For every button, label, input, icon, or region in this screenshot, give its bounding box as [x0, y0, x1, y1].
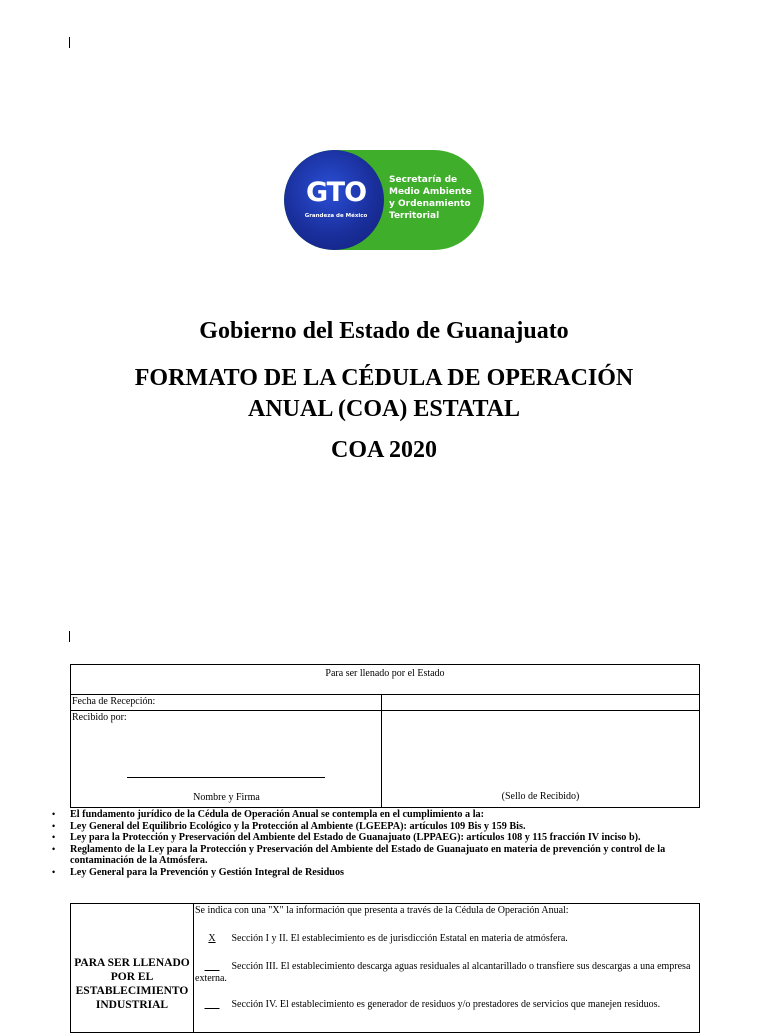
option-section-4[interactable] [195, 999, 699, 1011]
option-mark[interactable]: ​ [204, 999, 220, 1010]
logo-brand: GTO [305, 177, 367, 208]
establishment-table [70, 903, 700, 1033]
list-item: • Ley para la Protección y Preservación del Ambiente del Estado de Guanajuato (LPPAEG): artículos 108 y 115 fracción IV inciso b). [52, 832, 702, 844]
option-text: Sección I y II. El establecimiento es de jurisdicción Estatal en materia de atmósfera. [231, 933, 568, 944]
receipt-stamp-label: (Sello de Recibido) [501, 791, 580, 802]
reception-date-label: Fecha de Recepción: [71, 695, 382, 711]
logo-line: y Ordenamiento [389, 199, 471, 209]
document-title [0, 363, 768, 425]
logo-secretaria-text [389, 174, 481, 222]
list-item: • Reglamento de la Ley para la Protección y Preservación del Ambiente del Estado de Guanajuato en materia de prevención y control de la contaminación de la Atmósfera. [52, 844, 702, 867]
logo-line: Medio Ambiente [389, 187, 472, 197]
legal-basis-list [52, 809, 702, 878]
option-mark[interactable]: ​ [204, 961, 220, 972]
list-item: • Ley General para la Prevención y Gestión Integral de Residuos [52, 867, 702, 879]
edition-title: COA 2020 [330, 437, 437, 463]
signature-line [127, 777, 325, 778]
received-by-label: Recibido por: [72, 712, 127, 723]
list-item: • El fundamento jurídico de la Cédula de Operación Anual se contempla en el cumplimiento a la: [52, 809, 702, 821]
option-text: Sección IV. El establecimiento es generador de residuos y/o prestadores de servicios que manejen residuos. [231, 999, 661, 1010]
logo-line: Secretaría de [389, 175, 458, 185]
options-intro: Se indica con una "X" la información que presenta a través de la Cédula de Operación Anual: [195, 905, 569, 916]
signature-label: Nombre y Firma [193, 792, 260, 803]
reception-date-field[interactable] [382, 695, 699, 711]
receipt-stamp-cell[interactable] [382, 711, 699, 807]
secretaria-logo [284, 150, 484, 250]
received-by-cell[interactable] [71, 711, 382, 807]
document-title-line2: ANUAL (COA) ESTATAL [247, 396, 521, 422]
government-title: Gobierno del Estado de Guanajuato [199, 318, 569, 344]
option-section-3[interactable] [195, 961, 699, 985]
logo-tagline: Grandeza de México [304, 213, 368, 219]
option-section-1-2[interactable] [195, 933, 699, 945]
state-use-header: Para ser llenado por el Estado [71, 665, 699, 695]
establishment-label-cell [71, 904, 194, 1032]
state-use-table [70, 664, 700, 808]
logo-line: Territorial [389, 211, 440, 221]
option-mark[interactable]: X [208, 933, 216, 944]
list-item: • Ley General del Equilibrio Ecológico y la Protección al Ambiente (LGEEPA): artículos 109 Bis y 159 Bis. [52, 821, 702, 833]
text-cursor [69, 631, 70, 642]
document-title-line1: FORMATO DE LA CÉDULA DE OPERACIÓN [134, 365, 634, 391]
establishment-label: PARA SER LLENADO POR EL ESTABLECIMIENTO INDUSTRIAL [74, 957, 190, 1011]
option-text: Sección III. El establecimiento descarga aguas residuales al alcantarillado o transfiere sus descargas a una empresa externa. [195, 961, 691, 984]
text-cursor [69, 37, 70, 48]
